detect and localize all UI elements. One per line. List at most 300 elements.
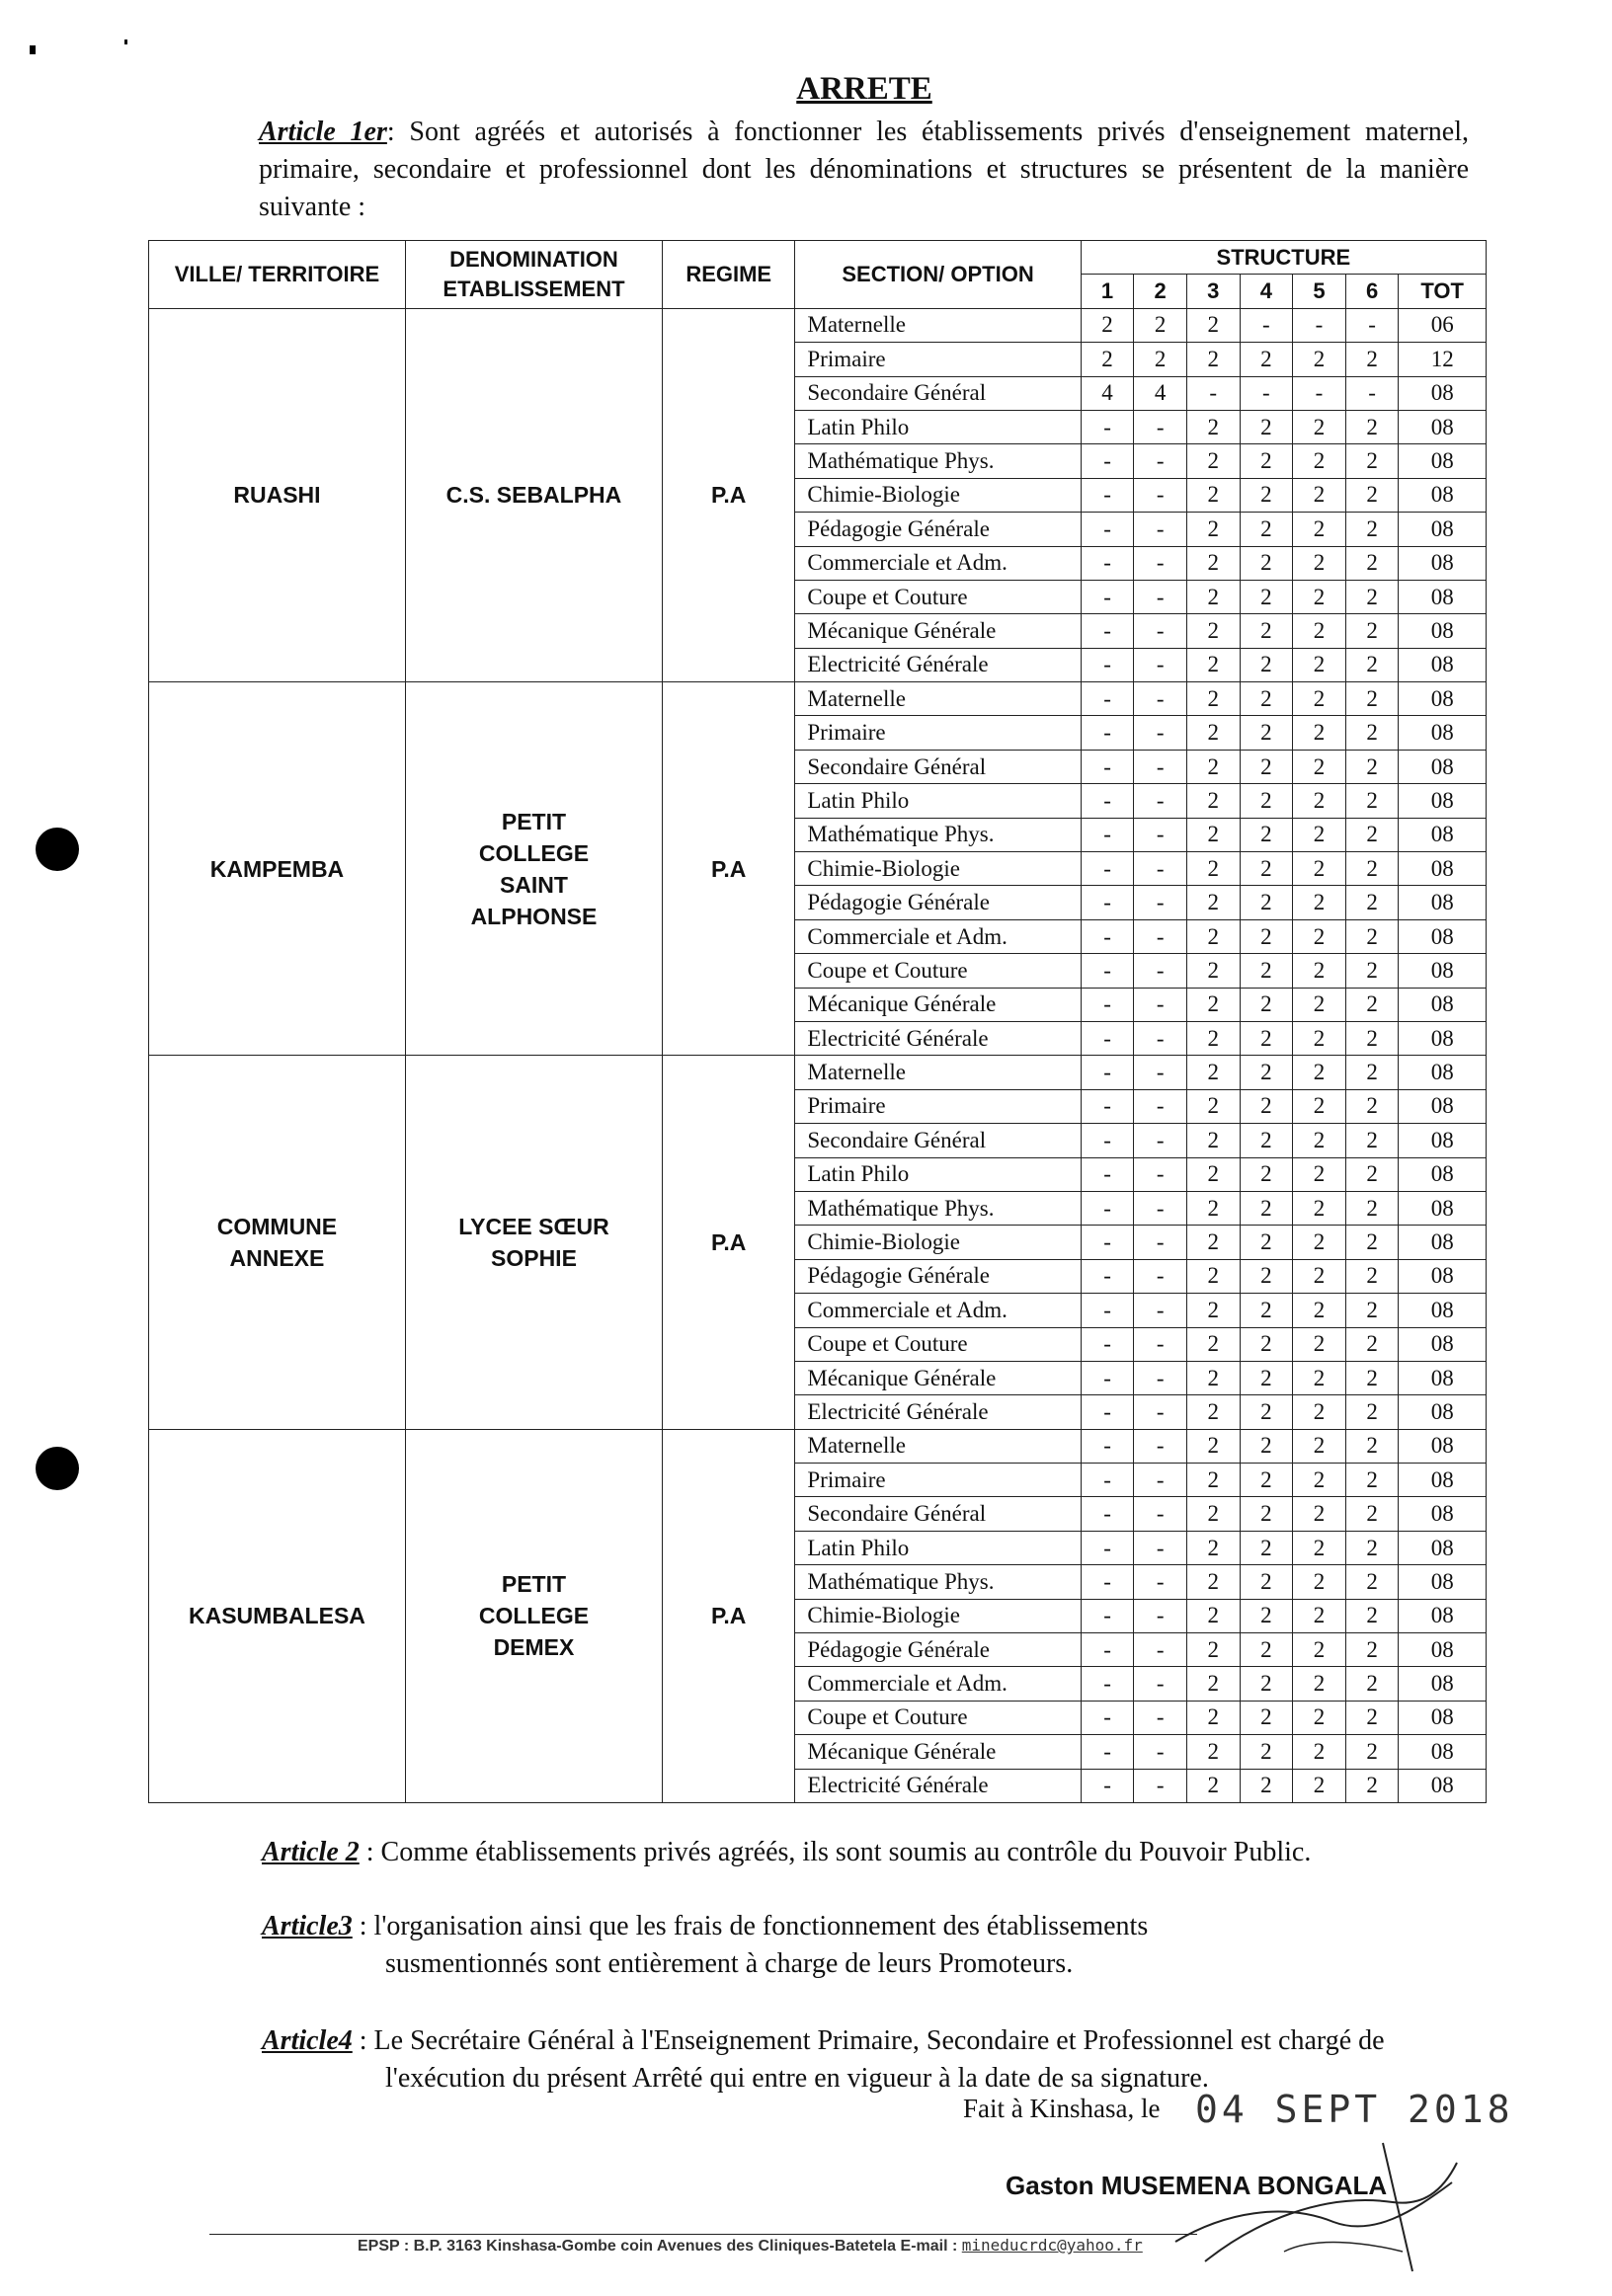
option-cell: Coupe et Couture xyxy=(795,1701,1081,1734)
value-cell: - xyxy=(1081,1464,1134,1497)
value-cell: 2 xyxy=(1186,343,1240,376)
option-cell: Pédagogie Générale xyxy=(795,1259,1081,1293)
value-cell: 2 xyxy=(1186,1191,1240,1225)
value-cell: 2 xyxy=(1186,988,1240,1021)
value-cell: 2 xyxy=(1240,478,1293,512)
value-cell: 2 xyxy=(1345,1735,1399,1769)
value-cell: 2 xyxy=(1345,716,1399,750)
value-cell: - xyxy=(1134,750,1187,783)
value-cell: - xyxy=(1081,1565,1134,1599)
total-cell: 08 xyxy=(1399,1361,1487,1394)
value-cell: 2 xyxy=(1345,1191,1399,1225)
value-cell: 2 xyxy=(1345,988,1399,1021)
value-cell: 2 xyxy=(1186,478,1240,512)
total-cell: 08 xyxy=(1399,648,1487,681)
value-cell: 2 xyxy=(1186,1429,1240,1463)
option-cell: Latin Philo xyxy=(795,784,1081,818)
total-cell: 08 xyxy=(1399,886,1487,919)
value-cell: 2 xyxy=(1293,716,1346,750)
value-cell: - xyxy=(1134,1633,1187,1667)
header-section: SECTION/ OPTION xyxy=(795,241,1081,309)
value-cell: - xyxy=(1081,1021,1134,1055)
value-cell: 2 xyxy=(1186,1735,1240,1769)
value-cell: - xyxy=(1081,818,1134,851)
value-cell: - xyxy=(1134,1056,1187,1089)
option-cell: Pédagogie Générale xyxy=(795,1633,1081,1667)
option-cell: Secondaire Général xyxy=(795,1124,1081,1157)
value-cell: - xyxy=(1134,1157,1187,1191)
total-cell: 08 xyxy=(1399,376,1487,410)
article-3-label: Article3 xyxy=(262,1911,353,1941)
total-cell: 08 xyxy=(1399,1157,1487,1191)
value-cell: 2 xyxy=(1293,580,1346,613)
document-title: ARRETE xyxy=(796,71,932,107)
total-cell: 08 xyxy=(1399,444,1487,478)
article-1-label: Article 1er xyxy=(259,117,387,147)
value-cell: 2 xyxy=(1345,1633,1399,1667)
article-3 xyxy=(262,1908,1472,1983)
value-cell: - xyxy=(1134,784,1187,818)
value-cell: - xyxy=(1134,1497,1187,1531)
value-cell: - xyxy=(1134,1769,1187,1802)
total-cell: 08 xyxy=(1399,1327,1487,1361)
value-cell: - xyxy=(1134,716,1187,750)
value-cell: 2 xyxy=(1345,818,1399,851)
option-cell: Chimie-Biologie xyxy=(795,478,1081,512)
value-cell: 2 xyxy=(1240,444,1293,478)
value-cell: - xyxy=(1134,1565,1187,1599)
total-cell: 08 xyxy=(1399,410,1487,443)
value-cell: 2 xyxy=(1293,1395,1346,1429)
total-cell: 08 xyxy=(1399,546,1487,580)
value-cell: 2 xyxy=(1240,1395,1293,1429)
value-cell: 2 xyxy=(1293,1464,1346,1497)
article-2-label: Article 2 xyxy=(262,1837,360,1867)
date-stamp: 04 SEPT 2018 xyxy=(1195,2088,1514,2131)
article-4-label: Article4 xyxy=(262,2025,353,2056)
value-cell: 2 xyxy=(1240,1633,1293,1667)
option-cell: Maternelle xyxy=(795,1429,1081,1463)
header-structure: STRUCTURE xyxy=(1081,241,1486,275)
scan-speck xyxy=(124,40,127,44)
value-cell: 2 xyxy=(1240,1259,1293,1293)
value-cell: 2 xyxy=(1240,1701,1293,1734)
ville-cell: KAMPEMBA xyxy=(149,682,406,1056)
value-cell: - xyxy=(1134,1089,1187,1123)
value-cell: 2 xyxy=(1293,1056,1346,1089)
value-cell: 2 xyxy=(1293,919,1346,953)
value-cell: - xyxy=(1345,308,1399,342)
closing-place: Fait à Kinshasa, le xyxy=(963,2094,1161,2123)
value-cell: 2 xyxy=(1345,648,1399,681)
value-cell: 2 xyxy=(1240,1226,1293,1259)
value-cell: - xyxy=(1081,614,1134,648)
value-cell: - xyxy=(1081,852,1134,886)
value-cell: 2 xyxy=(1186,1769,1240,1802)
total-cell: 08 xyxy=(1399,954,1487,988)
total-cell: 08 xyxy=(1399,682,1487,716)
value-cell: 2 xyxy=(1345,1599,1399,1632)
value-cell: - xyxy=(1081,1633,1134,1667)
value-cell: 2 xyxy=(1186,1021,1240,1055)
value-cell: 2 xyxy=(1345,1056,1399,1089)
option-cell: Latin Philo xyxy=(795,1531,1081,1564)
value-cell: 2 xyxy=(1186,1226,1240,1259)
option-cell: Maternelle xyxy=(795,308,1081,342)
option-cell: Mécanique Générale xyxy=(795,988,1081,1021)
option-cell: Chimie-Biologie xyxy=(795,1599,1081,1632)
value-cell: 2 xyxy=(1345,1429,1399,1463)
value-cell: 2 xyxy=(1240,818,1293,851)
ville-cell: KASUMBALESA xyxy=(149,1429,406,1802)
option-cell: Mécanique Générale xyxy=(795,1361,1081,1394)
value-cell: 2 xyxy=(1240,1191,1293,1225)
value-cell: 2 xyxy=(1293,614,1346,648)
option-cell: Primaire xyxy=(795,1089,1081,1123)
option-cell: Commerciale et Adm. xyxy=(795,919,1081,953)
value-cell: 2 xyxy=(1345,478,1399,512)
value-cell: 2 xyxy=(1186,1667,1240,1701)
total-cell: 08 xyxy=(1399,1599,1487,1632)
article-4-text: : Le Secrétaire Général à l'Enseignement Primaire, Secondaire et Professionnel est chargé de xyxy=(352,2025,1385,2056)
value-cell: 2 xyxy=(1345,1089,1399,1123)
value-cell: - xyxy=(1081,1157,1134,1191)
value-cell: - xyxy=(1081,1531,1134,1564)
total-cell: 08 xyxy=(1399,716,1487,750)
option-cell: Electricité Générale xyxy=(795,648,1081,681)
value-cell: 2 xyxy=(1345,954,1399,988)
header-denomination: DENOMINATION ETABLISSEMENT xyxy=(405,241,662,309)
value-cell: - xyxy=(1134,513,1187,546)
value-cell: 2 xyxy=(1293,410,1346,443)
value-cell: 2 xyxy=(1186,1701,1240,1734)
table-row xyxy=(149,308,1487,342)
value-cell: - xyxy=(1134,478,1187,512)
option-cell: Latin Philo xyxy=(795,1157,1081,1191)
total-cell: 08 xyxy=(1399,1633,1487,1667)
value-cell: 2 xyxy=(1186,1599,1240,1632)
total-cell: 12 xyxy=(1399,343,1487,376)
value-cell: 2 xyxy=(1345,410,1399,443)
value-cell: - xyxy=(1134,580,1187,613)
option-cell: Secondaire Général xyxy=(795,1497,1081,1531)
value-cell: 2 xyxy=(1240,886,1293,919)
value-cell: 2 xyxy=(1186,784,1240,818)
option-cell: Maternelle xyxy=(795,682,1081,716)
total-cell: 08 xyxy=(1399,1294,1487,1327)
value-cell: 2 xyxy=(1186,580,1240,613)
value-cell: 2 xyxy=(1293,1735,1346,1769)
value-cell: 2 xyxy=(1293,1769,1346,1802)
value-cell: - xyxy=(1081,1497,1134,1531)
value-cell: - xyxy=(1134,546,1187,580)
total-cell: 08 xyxy=(1399,1464,1487,1497)
value-cell: 2 xyxy=(1186,1565,1240,1599)
value-cell: 2 xyxy=(1186,1633,1240,1667)
total-cell: 08 xyxy=(1399,513,1487,546)
option-cell: Electricité Générale xyxy=(795,1395,1081,1429)
value-cell: 2 xyxy=(1240,1056,1293,1089)
article-4 xyxy=(262,2022,1496,2098)
article-1 xyxy=(259,114,1469,226)
value-cell: - xyxy=(1081,682,1134,716)
total-cell: 08 xyxy=(1399,580,1487,613)
value-cell: 2 xyxy=(1345,1565,1399,1599)
value-cell: 2 xyxy=(1186,1089,1240,1123)
value-cell: - xyxy=(1081,444,1134,478)
value-cell: 2 xyxy=(1293,1327,1346,1361)
value-cell: - xyxy=(1081,1327,1134,1361)
total-cell: 08 xyxy=(1399,1735,1487,1769)
value-cell: 2 xyxy=(1293,1667,1346,1701)
value-cell: - xyxy=(1240,308,1293,342)
value-cell: - xyxy=(1081,1056,1134,1089)
value-cell: 2 xyxy=(1293,852,1346,886)
value-cell: - xyxy=(1081,1769,1134,1802)
option-cell: Commerciale et Adm. xyxy=(795,1294,1081,1327)
value-cell: - xyxy=(1134,954,1187,988)
value-cell: - xyxy=(1081,784,1134,818)
value-cell: 2 xyxy=(1186,1361,1240,1394)
total-cell: 08 xyxy=(1399,1021,1487,1055)
value-cell: 2 xyxy=(1345,1395,1399,1429)
article-2 xyxy=(262,1834,1496,1871)
regime-cell: P.A xyxy=(663,682,795,1056)
value-cell: - xyxy=(1293,308,1346,342)
establishment-cell: C.S. SEBALPHA xyxy=(405,308,662,681)
table-row xyxy=(149,1056,1487,1089)
value-cell: 2 xyxy=(1186,546,1240,580)
value-cell: 2 xyxy=(1240,546,1293,580)
ville-cell: RUASHI xyxy=(149,308,406,681)
total-cell: 08 xyxy=(1399,1667,1487,1701)
value-cell: 2 xyxy=(1293,1294,1346,1327)
value-cell: - xyxy=(1081,648,1134,681)
value-cell: - xyxy=(1134,614,1187,648)
value-cell: 2 xyxy=(1240,343,1293,376)
value-cell: - xyxy=(1134,1021,1187,1055)
value-cell: - xyxy=(1081,1735,1134,1769)
value-cell: - xyxy=(1134,1327,1187,1361)
value-cell: - xyxy=(1134,1464,1187,1497)
value-cell: - xyxy=(1134,1226,1187,1259)
total-cell: 06 xyxy=(1399,308,1487,342)
value-cell: 2 xyxy=(1240,1294,1293,1327)
option-cell: Pédagogie Générale xyxy=(795,513,1081,546)
value-cell: - xyxy=(1134,1259,1187,1293)
value-cell: 2 xyxy=(1240,852,1293,886)
value-cell: - xyxy=(1081,1089,1134,1123)
value-cell: 2 xyxy=(1240,1429,1293,1463)
footer-rule xyxy=(209,2234,1197,2235)
value-cell: - xyxy=(1134,1735,1187,1769)
value-cell: 2 xyxy=(1186,444,1240,478)
option-cell: Mécanique Générale xyxy=(795,614,1081,648)
value-cell: 4 xyxy=(1081,376,1134,410)
value-cell: - xyxy=(1134,1667,1187,1701)
value-cell: 2 xyxy=(1293,750,1346,783)
signer-name: Gaston MUSEMENA BONGALA xyxy=(1006,2171,1388,2200)
option-cell: Mathématique Phys. xyxy=(795,818,1081,851)
value-cell: 2 xyxy=(1186,1157,1240,1191)
value-cell: 2 xyxy=(1293,1157,1346,1191)
header-col-3: 3 xyxy=(1186,275,1240,308)
value-cell: 2 xyxy=(1240,1464,1293,1497)
value-cell: 2 xyxy=(1345,784,1399,818)
option-cell: Chimie-Biologie xyxy=(795,852,1081,886)
value-cell: 2 xyxy=(1240,1599,1293,1632)
total-cell: 08 xyxy=(1399,1056,1487,1089)
value-cell: 2 xyxy=(1240,716,1293,750)
value-cell: 2 xyxy=(1293,343,1346,376)
value-cell: 2 xyxy=(1134,308,1187,342)
value-cell: 2 xyxy=(1345,1226,1399,1259)
total-cell: 08 xyxy=(1399,1769,1487,1802)
value-cell: 2 xyxy=(1240,580,1293,613)
value-cell: 2 xyxy=(1240,1327,1293,1361)
value-cell: - xyxy=(1081,750,1134,783)
value-cell: 2 xyxy=(1186,1294,1240,1327)
option-cell: Mécanique Générale xyxy=(795,1735,1081,1769)
value-cell: 2 xyxy=(1186,682,1240,716)
option-cell: Mathématique Phys. xyxy=(795,1191,1081,1225)
value-cell: 2 xyxy=(1186,1259,1240,1293)
option-cell: Coupe et Couture xyxy=(795,1327,1081,1361)
article-3-continuation: susmentionnés sont entièrement à charge de leurs Promoteurs. xyxy=(385,1948,1074,1979)
value-cell: 2 xyxy=(1240,682,1293,716)
value-cell: 2 xyxy=(1186,614,1240,648)
value-cell: 2 xyxy=(1345,1259,1399,1293)
option-cell: Primaire xyxy=(795,716,1081,750)
total-cell: 08 xyxy=(1399,1701,1487,1734)
value-cell: - xyxy=(1134,1294,1187,1327)
article-2-text: : Comme établissements privés agréés, ils sont soumis au contrôle du Pouvoir Public. xyxy=(359,1837,1312,1867)
value-cell: 2 xyxy=(1240,648,1293,681)
value-cell: 2 xyxy=(1240,1531,1293,1564)
value-cell: - xyxy=(1134,988,1187,1021)
header-col-4: 4 xyxy=(1240,275,1293,308)
value-cell: - xyxy=(1081,1599,1134,1632)
value-cell: 2 xyxy=(1345,1327,1399,1361)
value-cell: 2 xyxy=(1186,1531,1240,1564)
value-cell: 2 xyxy=(1186,954,1240,988)
establishment-cell: LYCEE SŒUR SOPHIE xyxy=(405,1056,662,1429)
option-cell: Electricité Générale xyxy=(795,1769,1081,1802)
option-cell: Secondaire Général xyxy=(795,376,1081,410)
value-cell: 2 xyxy=(1293,1191,1346,1225)
value-cell: 2 xyxy=(1186,410,1240,443)
value-cell: - xyxy=(1134,1124,1187,1157)
scan-speck xyxy=(30,45,36,54)
value-cell: 2 xyxy=(1345,614,1399,648)
option-cell: Coupe et Couture xyxy=(795,954,1081,988)
value-cell: 2 xyxy=(1293,818,1346,851)
value-cell: 4 xyxy=(1134,376,1187,410)
value-cell: - xyxy=(1081,1701,1134,1734)
value-cell: 2 xyxy=(1240,919,1293,953)
total-cell: 08 xyxy=(1399,1497,1487,1531)
total-cell: 08 xyxy=(1399,852,1487,886)
value-cell: 2 xyxy=(1293,1089,1346,1123)
value-cell: - xyxy=(1081,1361,1134,1394)
value-cell: 2 xyxy=(1345,919,1399,953)
value-cell: 2 xyxy=(1240,1021,1293,1055)
value-cell: 2 xyxy=(1240,513,1293,546)
value-cell: 2 xyxy=(1293,444,1346,478)
value-cell: 2 xyxy=(1186,852,1240,886)
value-cell: 2 xyxy=(1240,614,1293,648)
value-cell: 2 xyxy=(1345,343,1399,376)
option-cell: Mathématique Phys. xyxy=(795,1565,1081,1599)
value-cell: - xyxy=(1186,376,1240,410)
total-cell: 08 xyxy=(1399,784,1487,818)
value-cell: 2 xyxy=(1081,308,1134,342)
value-cell: 2 xyxy=(1293,682,1346,716)
value-cell: - xyxy=(1081,478,1134,512)
table-row xyxy=(149,1429,1487,1463)
value-cell: 2 xyxy=(1240,988,1293,1021)
value-cell: 2 xyxy=(1293,1259,1346,1293)
value-cell: 2 xyxy=(1345,1021,1399,1055)
establishment-cell: PETIT COLLEGE DEMEX xyxy=(405,1429,662,1802)
ville-cell: COMMUNE ANNEXE xyxy=(149,1056,406,1429)
value-cell: - xyxy=(1134,919,1187,953)
value-cell: - xyxy=(1134,444,1187,478)
value-cell: 2 xyxy=(1293,988,1346,1021)
header-ville: VILLE/ TERRITOIRE xyxy=(149,241,406,309)
value-cell: 2 xyxy=(1345,444,1399,478)
value-cell: - xyxy=(1081,1259,1134,1293)
option-cell: Electricité Générale xyxy=(795,1021,1081,1055)
handwritten-signature xyxy=(1166,2103,1462,2281)
option-cell: Primaire xyxy=(795,343,1081,376)
value-cell: - xyxy=(1081,410,1134,443)
value-cell: 2 xyxy=(1293,954,1346,988)
value-cell: 2 xyxy=(1240,1124,1293,1157)
footer-email: mineducrdc@yahoo.fr xyxy=(961,2236,1143,2255)
value-cell: 2 xyxy=(1293,513,1346,546)
value-cell: 2 xyxy=(1240,1735,1293,1769)
value-cell: 2 xyxy=(1186,886,1240,919)
value-cell: 2 xyxy=(1240,1361,1293,1394)
value-cell: 2 xyxy=(1186,1327,1240,1361)
value-cell: 2 xyxy=(1240,1667,1293,1701)
value-cell: - xyxy=(1134,852,1187,886)
footer-text: EPSP : B.P. 3163 Kinshasa-Gombe coin Avenues des Cliniques-Batetela E-mail : xyxy=(358,2238,962,2255)
value-cell: 2 xyxy=(1345,546,1399,580)
value-cell: 2 xyxy=(1293,1361,1346,1394)
value-cell: - xyxy=(1134,1361,1187,1394)
header-col-tot: TOT xyxy=(1399,275,1487,308)
value-cell: 2 xyxy=(1293,1497,1346,1531)
option-cell: Mathématique Phys. xyxy=(795,444,1081,478)
value-cell: 2 xyxy=(1240,784,1293,818)
value-cell: - xyxy=(1081,513,1134,546)
option-cell: Primaire xyxy=(795,1464,1081,1497)
value-cell: 2 xyxy=(1345,1701,1399,1734)
punch-hole xyxy=(36,1447,79,1490)
option-cell: Coupe et Couture xyxy=(795,580,1081,613)
value-cell: 2 xyxy=(1345,852,1399,886)
value-cell: 2 xyxy=(1293,1531,1346,1564)
value-cell: 2 xyxy=(1293,648,1346,681)
option-cell: Commerciale et Adm. xyxy=(795,546,1081,580)
header-col-5: 5 xyxy=(1293,275,1346,308)
value-cell: - xyxy=(1134,1599,1187,1632)
value-cell: 2 xyxy=(1345,1124,1399,1157)
value-cell: 2 xyxy=(1293,478,1346,512)
total-cell: 08 xyxy=(1399,818,1487,851)
